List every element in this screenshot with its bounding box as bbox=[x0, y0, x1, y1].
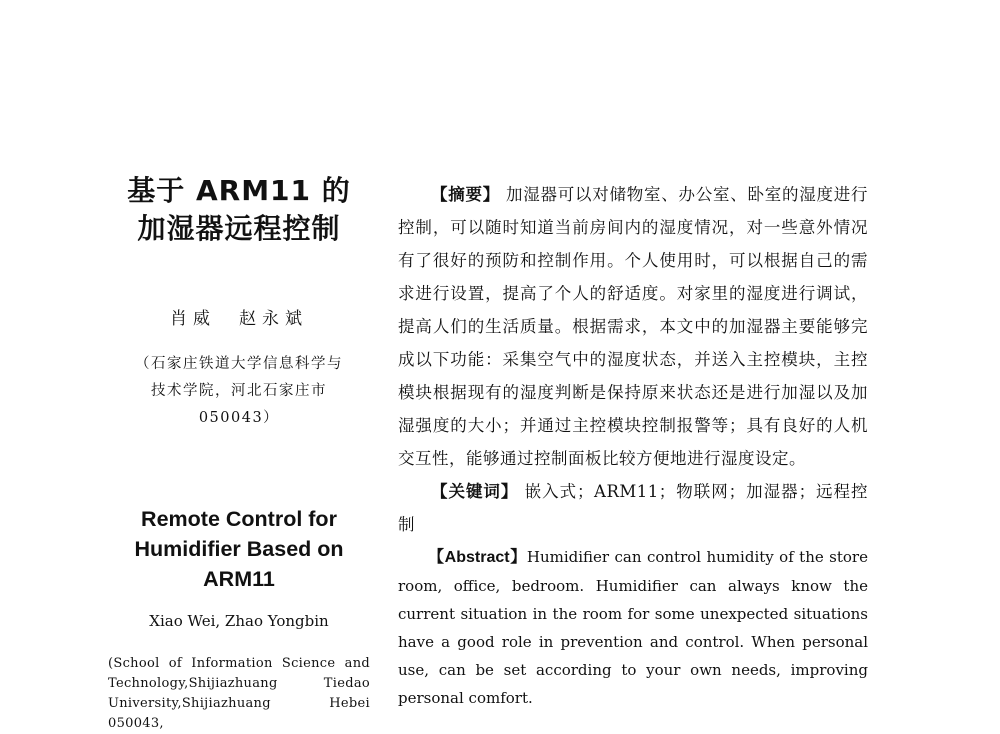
affil-cn-line2: 技术学院，河北石家庄市 bbox=[151, 383, 327, 399]
keywords-cn-label: 【关键词】 bbox=[431, 482, 519, 501]
title-block bbox=[108, 172, 370, 734]
title-cn-line2: 加湿器远程控制 bbox=[137, 212, 341, 245]
authors-cn: 肖威 赵永斌 bbox=[170, 309, 308, 329]
title-en-line1: Remote Control for bbox=[141, 507, 337, 531]
abstract-cn bbox=[398, 178, 868, 475]
affiliation-en: (School of Information Science and Technology,Shijiazhuang Tiedao University,Shijiazhuang Hebei 050043, bbox=[108, 656, 370, 731]
paper-title-en bbox=[108, 504, 370, 594]
affiliation-cn bbox=[108, 351, 370, 432]
title-cn-line1: 基于 ARM11 的 bbox=[127, 174, 351, 207]
title-en-line3: ARM11 bbox=[203, 567, 275, 591]
keywords-cn-text: 嵌入式；ARM11；物联网；加湿器；远程控制 bbox=[398, 482, 869, 534]
keywords-cn bbox=[398, 475, 868, 541]
abstract-en-label: 【Abstract】 bbox=[428, 549, 527, 566]
abstract-cn-label: 【摘要】 bbox=[431, 185, 500, 204]
affil-cn-line1: （石家庄铁道大学信息科学与 bbox=[135, 356, 343, 372]
authors-en: Xiao Wei, Zhao Yongbin bbox=[149, 612, 329, 630]
abstract-block bbox=[398, 178, 868, 712]
affil-cn-line3: 050043） bbox=[198, 410, 280, 426]
title-en-line2: Humidifier Based on bbox=[134, 537, 344, 561]
abstract-en-text: Humidifier can control humidity of the store room, office, bedroom. Humidifier can always know the current situation in the room for some unexpected situations have a good role in prevention and control. When personal use, can be set according to your own needs, improving personal comfort. bbox=[398, 548, 868, 707]
abstract-cn-text: 加湿器可以对储物室、办公室、卧室的湿度进行控制，可以随时知道当前房间内的湿度情况，对一些意外情况有了很好的预防和控制作用。个人使用时，可以根据自己的需求进行设置，提高了个人的舒适度。对家里的湿度进行调试，提高人们的生活质量。根据需求，本文中的加湿器主要能够完成以下功能：采集空气中的湿度状态，并送入主控模块，主控模块根据现有的湿度判断是保持原来状态还是进行加湿以及加湿强度的大小；并通过主控模块控制报警等；具有良好的人机交互性，能够通过控制面板比较方便地进行湿度设定。 bbox=[398, 185, 868, 468]
abstract-en bbox=[398, 543, 868, 712]
paper-title-cn bbox=[108, 172, 370, 248]
